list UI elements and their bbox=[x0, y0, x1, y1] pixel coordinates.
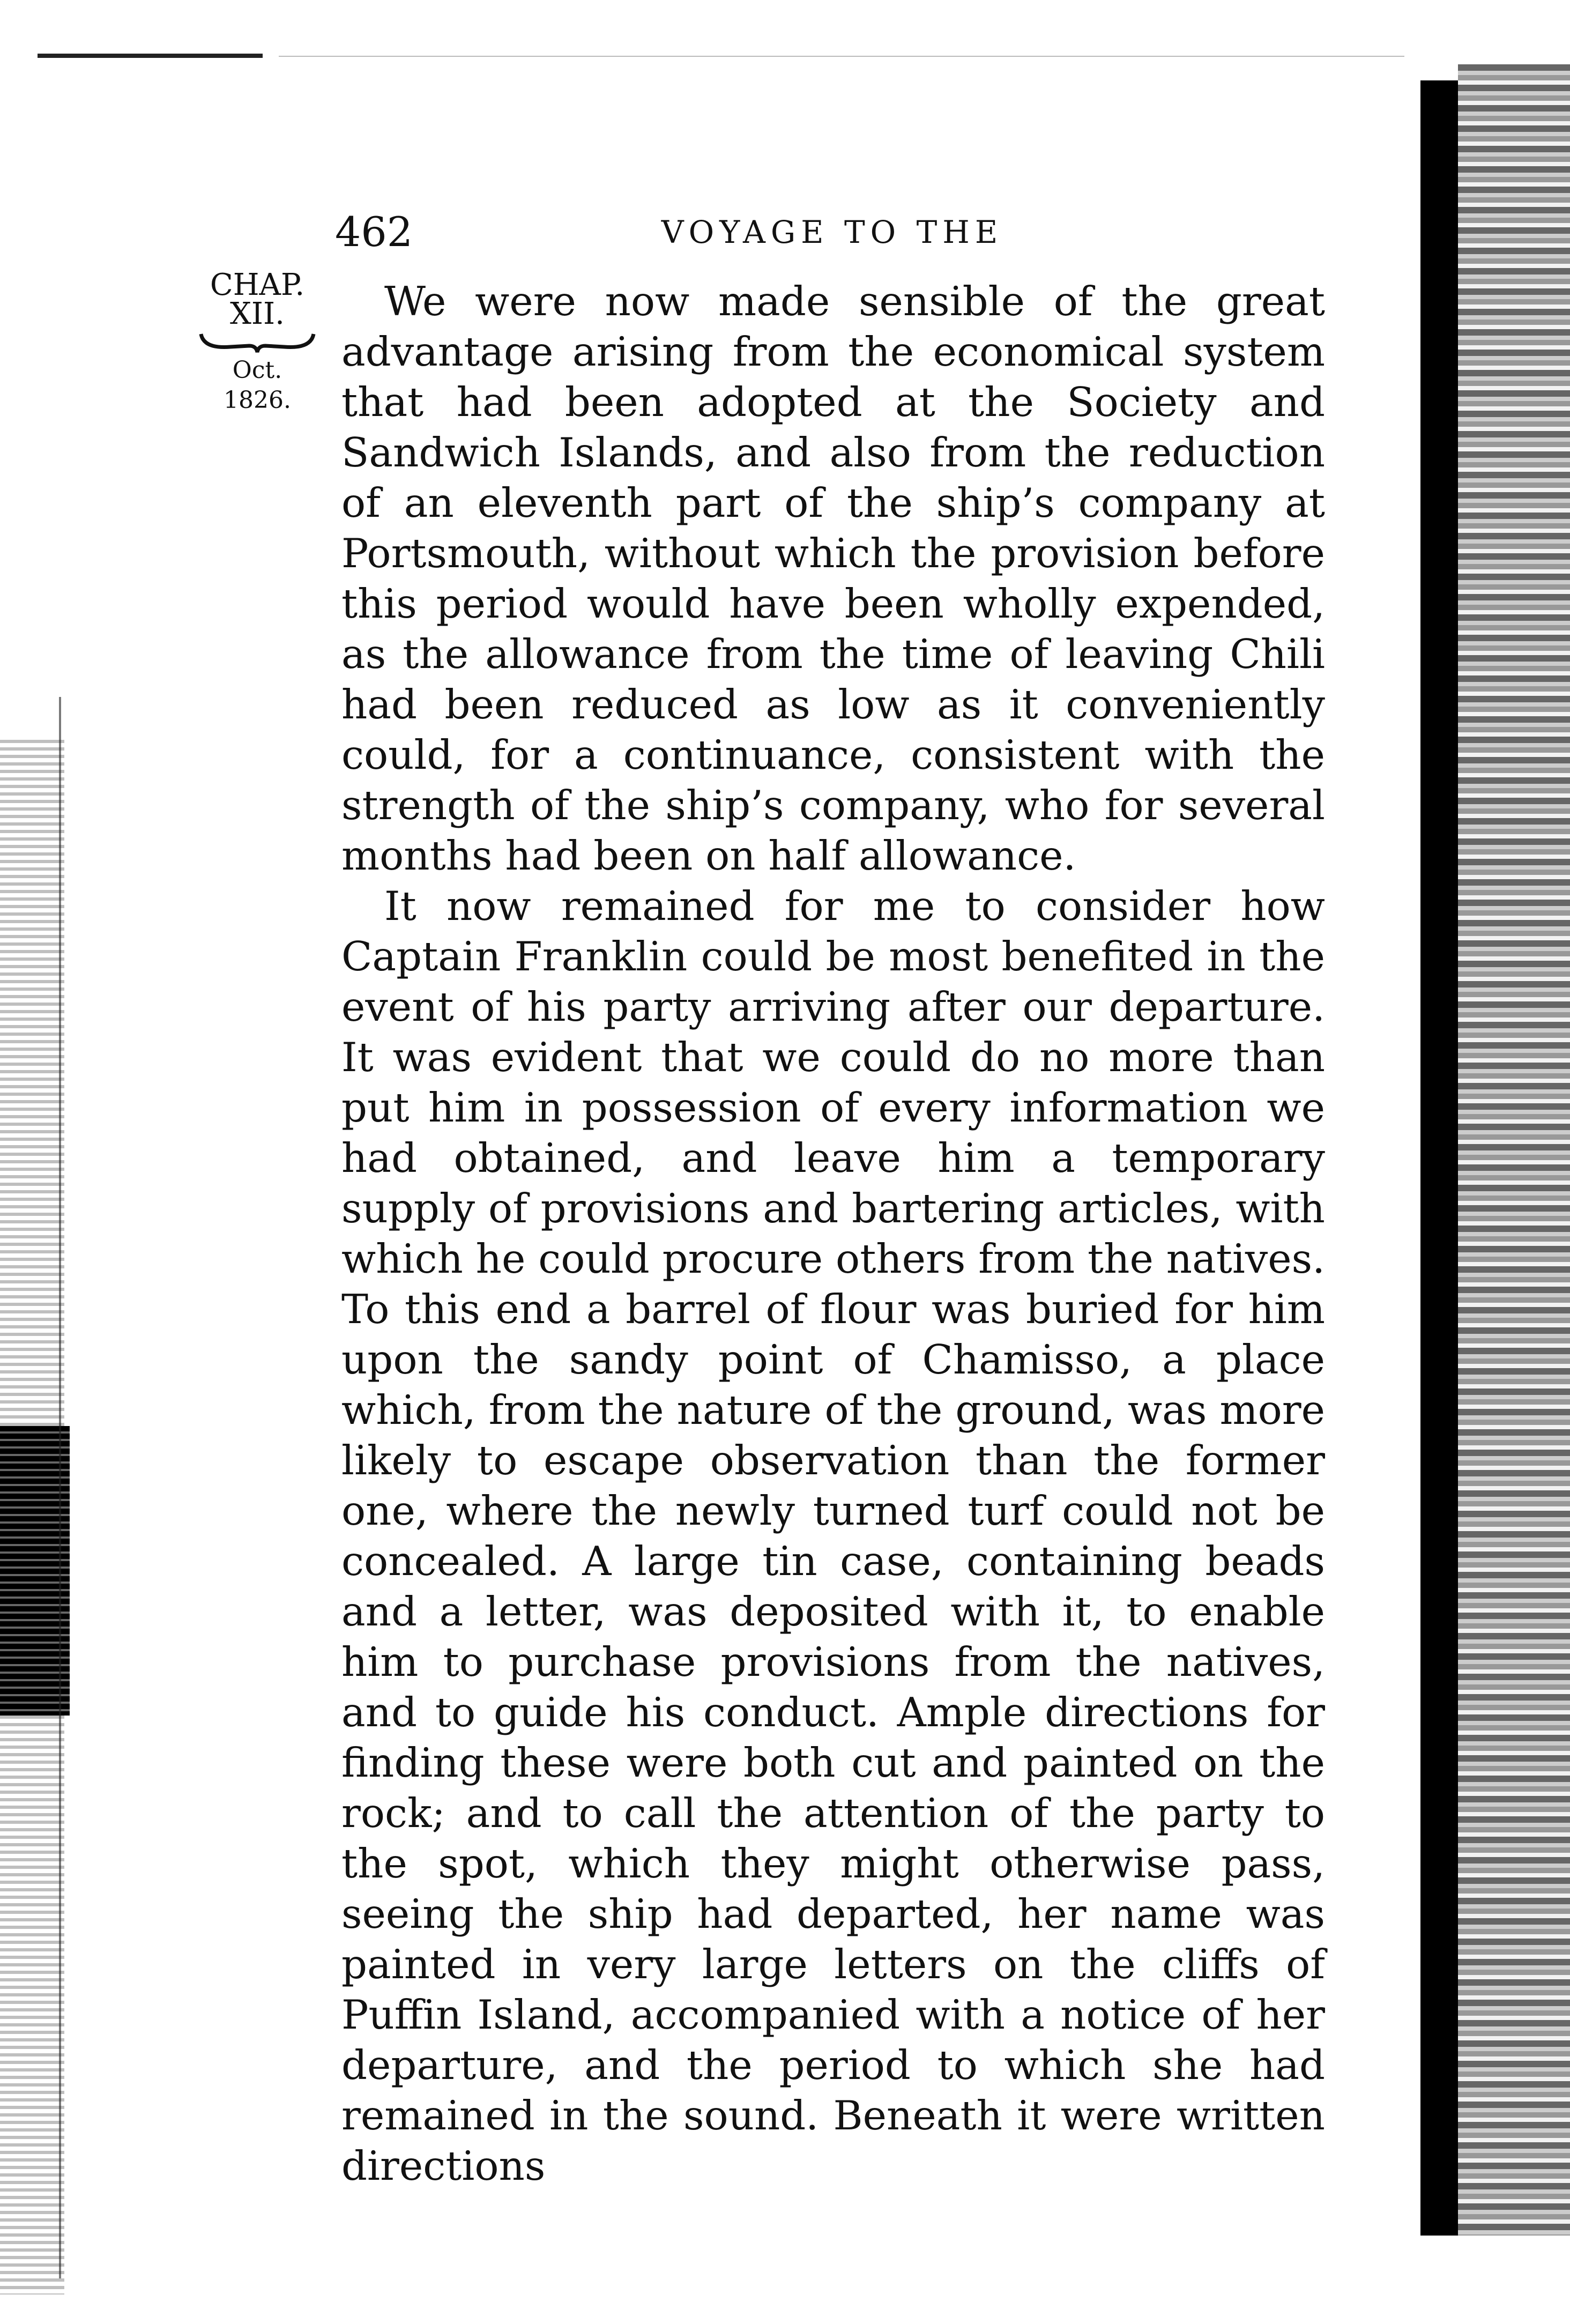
scan-artifact-top-line bbox=[279, 56, 1404, 57]
margin-year: 1826. bbox=[224, 387, 291, 414]
margin-chapter-label: CHAP. bbox=[210, 268, 305, 302]
running-title: VOYAGE TO THE bbox=[661, 214, 1003, 250]
scan-artifact-right-noise bbox=[1458, 64, 1570, 2236]
scan-artifact-top-rule bbox=[38, 54, 263, 58]
page-number: 462 bbox=[335, 208, 413, 256]
brace-icon bbox=[198, 331, 316, 354]
margin-note bbox=[193, 268, 322, 415]
body-text bbox=[341, 276, 1325, 2191]
paragraph: It now remained for me to consider how Captain Franklin could be most benefited in the event of his party arriving after our departure. It was evident that we could do no more than put him in possession of every information we had obtained, and leave him a temporary supply of provisions and bartering articles, with which he could procure others from the natives. To this end a barrel of flour was buried for him upon the sandy point of Chamisso, a place which, from the nature of the ground, was more likely to escape observation than the former one, where the newly turned turf could not be concealed. A large tin case, containing beads and a letter, was deposited with it, to enable him to purchase provisions from the natives, and to guide his conduct. Ample directions for finding these were both cut and painted on the rock; and to call the attention of the party to the spot, which they might otherwise pass, seeing the ship had departed, her name was painted in very large letters on the cliffs of Puffin Island, accompanied with a notice of her departure, and the period to which she had remained in the sound. Beneath it were written directions bbox=[341, 882, 1325, 2189]
margin-month: Oct. bbox=[232, 357, 282, 384]
margin-chapter-number: XII. bbox=[230, 296, 285, 331]
scan-artifact-right-bar bbox=[1420, 80, 1458, 2236]
paragraph: We were now made sensible of the great advantage arising from the economical system that had been adopted at the Society and Sandwich Islands, and also from the reduction of an eleventh part of the ship’s company at Portsmouth, without which the provision before this period would have been wholly expended, as the allowance from the time of leaving Chili had been reduced as low as it conveniently could, for a continuance, consistent with the strength of the ship’s company, who for several months had been on half allowance. bbox=[341, 278, 1325, 879]
running-head bbox=[335, 203, 1329, 262]
scan-artifact-left-line bbox=[59, 697, 61, 2278]
